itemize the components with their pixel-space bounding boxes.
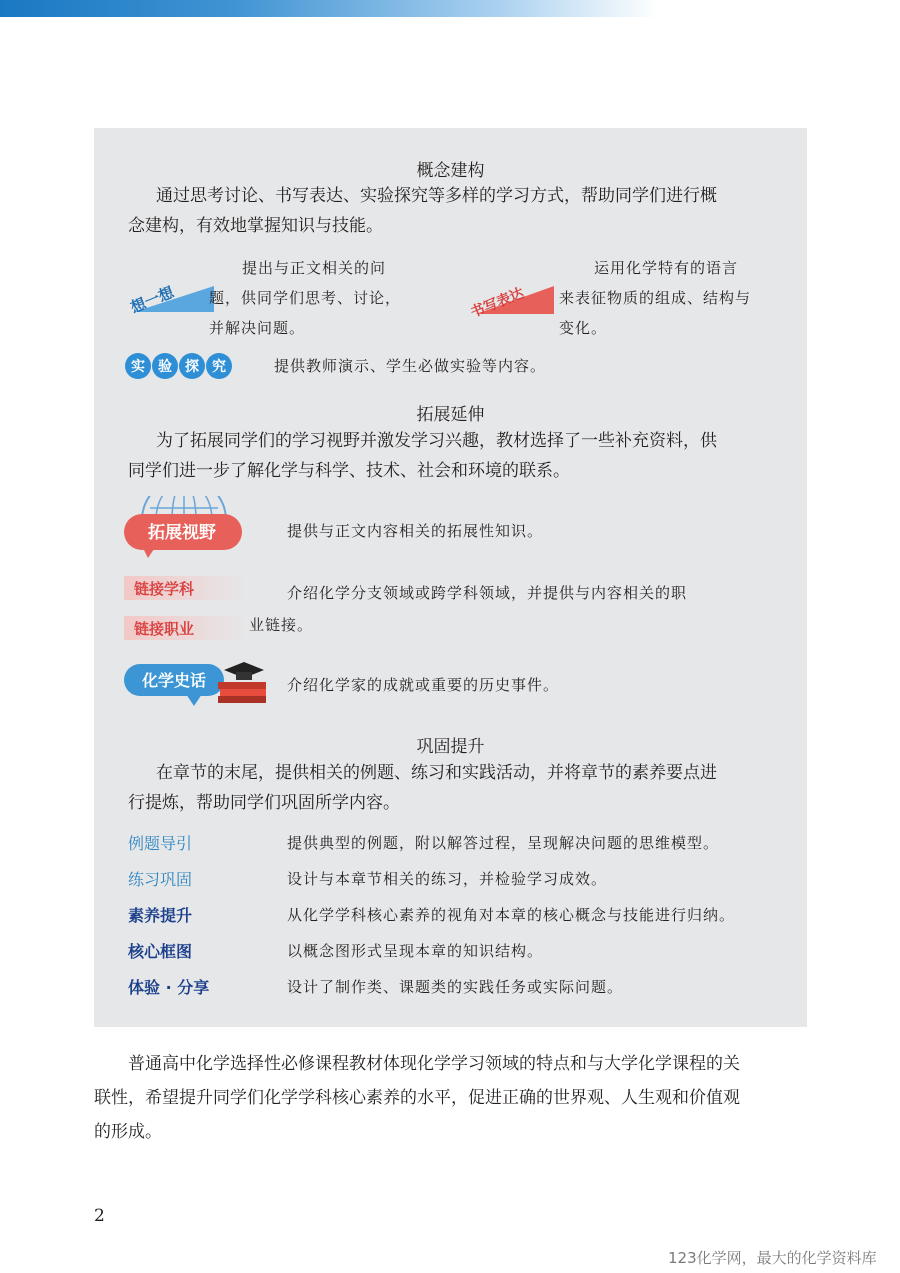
write-expression-icon	[464, 268, 559, 320]
label-example-guide: 例题导引	[128, 834, 193, 853]
guide-panel	[94, 128, 807, 1027]
history-icon-label: 化学史话	[141, 671, 207, 690]
footer-line3: 的形成。	[94, 1122, 162, 1142]
vision-icon-label: 拓展视野	[148, 523, 216, 543]
consolidate-intro-line1: 在章节的末尾，提供相关的例题、练习和实践活动，并将章节的素养要点进	[156, 763, 717, 783]
link-career-label: 链接职业	[134, 620, 195, 638]
desc-practice: 设计与本章节相关的练习，并检验学习成效。	[287, 870, 608, 888]
vision-desc: 提供与正文内容相关的拓展性知识。	[287, 522, 544, 540]
footer-line2: 联性，希望提升同学们化学学科核心素养的水平，促进正确的世界观、人生观和价值观	[94, 1088, 740, 1108]
experiment-char-4: 究	[212, 359, 226, 375]
experiment-desc: 提供教师演示、学生必做实验等内容。	[274, 357, 547, 375]
page-number: 2	[94, 1206, 105, 1226]
experiment-icon	[124, 352, 236, 380]
label-literacy: 素养提升	[128, 906, 193, 925]
concept-intro-line2: 念建构，有效地掌握知识与技能。	[128, 216, 383, 236]
extension-intro-line2: 同学们进一步了解化学与科学、技术、社会和环境的联系。	[128, 461, 570, 481]
think-icon-label: 想一想	[127, 283, 177, 317]
link-career-icon	[124, 616, 246, 640]
desc-literacy: 从化学学科核心素养的视角对本章的核心概念与技能进行归纳。	[287, 906, 736, 924]
write-desc-line2: 来表征物质的组成、结构与	[559, 289, 752, 307]
experiment-char-2: 验	[158, 359, 172, 375]
history-desc: 介绍化学家的成就或重要的历史事件。	[287, 676, 560, 694]
header-gradient-bar	[0, 0, 660, 17]
links-desc-line1: 介绍化学分支领域或跨学科领域，并提供与内容相关的职	[287, 584, 688, 602]
write-desc-line1: 运用化学特有的语言	[594, 259, 739, 277]
write-icon-label: 书写表达	[468, 285, 527, 320]
desc-experience-share: 设计了制作类、课题类的实践任务或实际问题。	[287, 978, 624, 996]
desc-example-guide: 提供典型的例题，附以解答过程，呈现解决问题的思维模型。	[287, 834, 720, 852]
extension-intro-line1: 为了拓展同学们的学习视野并激发学习兴趣，教材选择了一些补充资料，供	[156, 431, 717, 451]
vision-icon	[122, 496, 246, 560]
experiment-char-3: 探	[185, 359, 199, 375]
consolidate-intro-line2: 行提炼，帮助同学们巩固所学内容。	[128, 793, 400, 813]
section-title-consolidate: 巩固提升	[416, 737, 485, 757]
think-desc-line2: 题，供同学们思考、讨论，	[209, 289, 402, 307]
think-icon	[124, 268, 219, 318]
experiment-char-1: 实	[131, 359, 145, 375]
write-desc-line3: 变化。	[559, 319, 608, 337]
links-desc-line2: 业链接。	[249, 616, 314, 634]
watermark-text: 123化学网，最大的化学资料库	[668, 1249, 877, 1267]
think-desc-line3: 并解决问题。	[209, 319, 306, 337]
section-title-concept: 概念建构	[416, 161, 485, 181]
link-subject-label: 链接学科	[134, 580, 195, 598]
section-title-extension: 拓展延伸	[416, 405, 485, 425]
think-desc-line1: 提出与正文相关的问	[242, 259, 387, 277]
label-core-diagram: 核心框图	[128, 942, 193, 961]
concept-intro-line1: 通过思考讨论、书写表达、实验探究等多样的学习方式，帮助同学们进行概	[156, 186, 717, 206]
link-subject-icon	[124, 576, 246, 600]
desc-core-diagram: 以概念图形式呈现本章的知识结构。	[287, 942, 544, 960]
history-icon	[124, 656, 274, 708]
label-experience-share: 体验 · 分享	[128, 978, 210, 997]
label-practice: 练习巩固	[128, 870, 193, 889]
footer-line1: 普通高中化学选择性必修课程教材体现化学学习领域的特点和与大学化学课程的关	[128, 1054, 740, 1074]
